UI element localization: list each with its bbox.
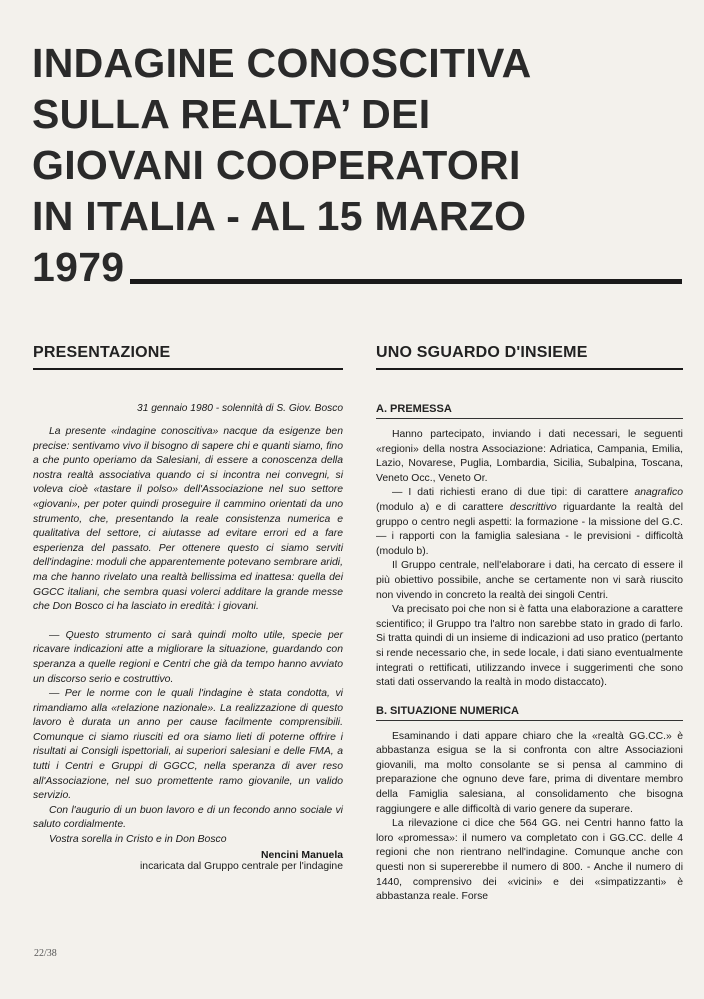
presentazione-paragraph-4: Con l'augurio di un buon lavoro e di un fecondo anno sociale vi saluto cordialmente. <box>33 804 343 831</box>
premessa-p2-part-2: (modulo a) e di carattere <box>376 501 510 513</box>
situazione-paragraph-1: Esaminando i dati appare chiaro che la «realtà GG.CC.» è abbastanza esigua se la si confronta con altre Associazioni giovanili, ma molto consolante se si pensa al cammino di preparazione che ognuno deve fare, prima di diventare membro della Famiglia salesiana, al consolidamento che bisogna raggiungere e alle difficoltà di vario genere da superare. <box>376 730 683 815</box>
premessa-p2-part-3: riguardante la realtà del gruppo o centro negli aspetti: la formazione - la missione del G.C. — i rapporti con la famiglia salesiana - le previsioni - difficoltà (modulo b). <box>376 501 683 557</box>
closing-line: Vostra sorella in Cristo e in Don Bosco <box>49 834 227 846</box>
premessa-p2-descrittivo: descrittivo <box>509 501 557 513</box>
right-column <box>376 344 683 905</box>
title-line-5-row <box>32 242 682 293</box>
signature-name: Nencini Manuela <box>261 849 343 861</box>
premessa-paragraph-1: Hanno partecipato, inviando i dati necessari, le seguenti «regioni» della nostra Associazione: Adriatica, Campania, Emilia, Lazio, Novarese, Puglia, Lombardia, Sicilia, Subalpina, Toscana, Veneto Occ., Veneto Or. <box>376 429 683 484</box>
presentazione-paragraph-3: — Per le norme con le quali l'indagine è stata condotta, vi rimandiamo alla «relazione nazionale». La realizzazione di questo lavoro è durata un anno per cause facilmente comprensibili. Comunque ci siamo riusciti ed ora siamo lieti di poterne offrire i risultati ai Consigli ispettoriali, ai superiori salesiani e delle FMA, a tutti i Centri e Gruppi di GGCC, nella speranza di aver reso all'Associazione, nel suo promettente ramo giovanile, un valido servizio. <box>33 688 343 802</box>
title-line-1: INDAGINE CONOSCITIVA <box>32 40 532 86</box>
presentazione-heading: PRESENTAZIONE <box>33 344 343 370</box>
document-title <box>32 38 682 293</box>
left-column <box>33 344 343 872</box>
signature-role: incaricata dal Gruppo centrale per l'indagine <box>140 860 343 872</box>
premessa-subheading: A. PREMESSA <box>376 403 683 419</box>
title-line-4: IN ITALIA - AL 15 MARZO <box>32 193 527 239</box>
premessa-p2-anagrafico: anagrafico <box>634 487 683 499</box>
title-line-2: SULLA REALTA’ DEI <box>32 91 431 137</box>
sguardo-heading: UNO SGUARDO D'INSIEME <box>376 344 683 370</box>
title-rule <box>130 279 682 284</box>
page-number: 22/38 <box>34 948 57 959</box>
situazione-paragraph-2: La rilevazione ci dice che 564 GG. nei Centri hanno fatto la loro «promessa»: il numero va completato con i GG.CC. delle 4 regioni che non rientrano nell'indagine. Comunque anche con questi non si supererebbe il numero di 800. - Anche il numero di 1440, comprensivo dei «vicini» e dei «simpatizzanti» è abbastanza reale. Forse <box>376 818 683 903</box>
premessa-p2-part-1: — I dati richiesti erano di due tipi: di carattere <box>392 487 635 499</box>
title-line-5: 1979 <box>32 244 125 290</box>
date-line: 31 gennaio 1980 - solennità di S. Giov. Bosco <box>137 403 343 414</box>
situazione-subheading: B. SITUAZIONE NUMERICA <box>376 705 683 721</box>
premessa-paragraph-4: Va precisato poi che non si è fatta una elaborazione a carattere scientifico; il Gruppo tra l'altro non sarebbe stato in grado di farlo. Si tratta quindi di un insieme di indicazioni ad uso pratico (pertanto si rende necessario che, in sede locale, i dati siano eventualmente integrati o rettificati, utilizzando invece i suggerimenti che sono stati dati osservando la realtà in modo distaccato). <box>376 604 683 689</box>
presentazione-paragraph-1: La presente «indagine conoscitiva» nacque da esigenze ben precise: sentivamo vivo il bisogno di sapere chi e quanti siamo, fino a che punto operiamo da Salesiani, di essere a conoscenza della nostra realtà associativa quando ci si incontra nei convegni, si voleva cioè «tastare il polso» dell'Associazione nel suo settore «giovani», per poter quindi proseguire il cammino orientati da uno strumento, che, presentando la reale consistenza numerica e qualitativa del settore, ci aiutasse ad evitare errori ed a fare esperienza del passato. Per ottenere questo ci siamo serviti dell'indagine: moduli che apparentemente potevano sembrare aridi, ma che hanno rivelato una realtà bellissima ed inattesa: quella dei GGCC italiani, che sembra quasi volerci additare la grande messe che Don Bosco ci ha lasciato in eredità: i giovani. <box>33 426 343 613</box>
premessa-paragraph-2 <box>376 486 683 559</box>
premessa-paragraph-3: Il Gruppo centrale, nell'elaborare i dati, ha cercato di essere il più obiettivo possibile, anche se certamente non vi sarà riuscito non vivendo in concreto la realtà dei singoli Centri. <box>376 560 683 601</box>
title-line-3: GIOVANI COOPERATORI <box>32 142 521 188</box>
presentazione-paragraph-2: — Questo strumento ci sarà quindi molto utile, specie per ricavare indicazioni atte a migliorare la situazione, guardando con speranza a quelle regioni e Centri che già da tempo hanno avviato un discorso serio e costruttivo. <box>33 629 343 685</box>
